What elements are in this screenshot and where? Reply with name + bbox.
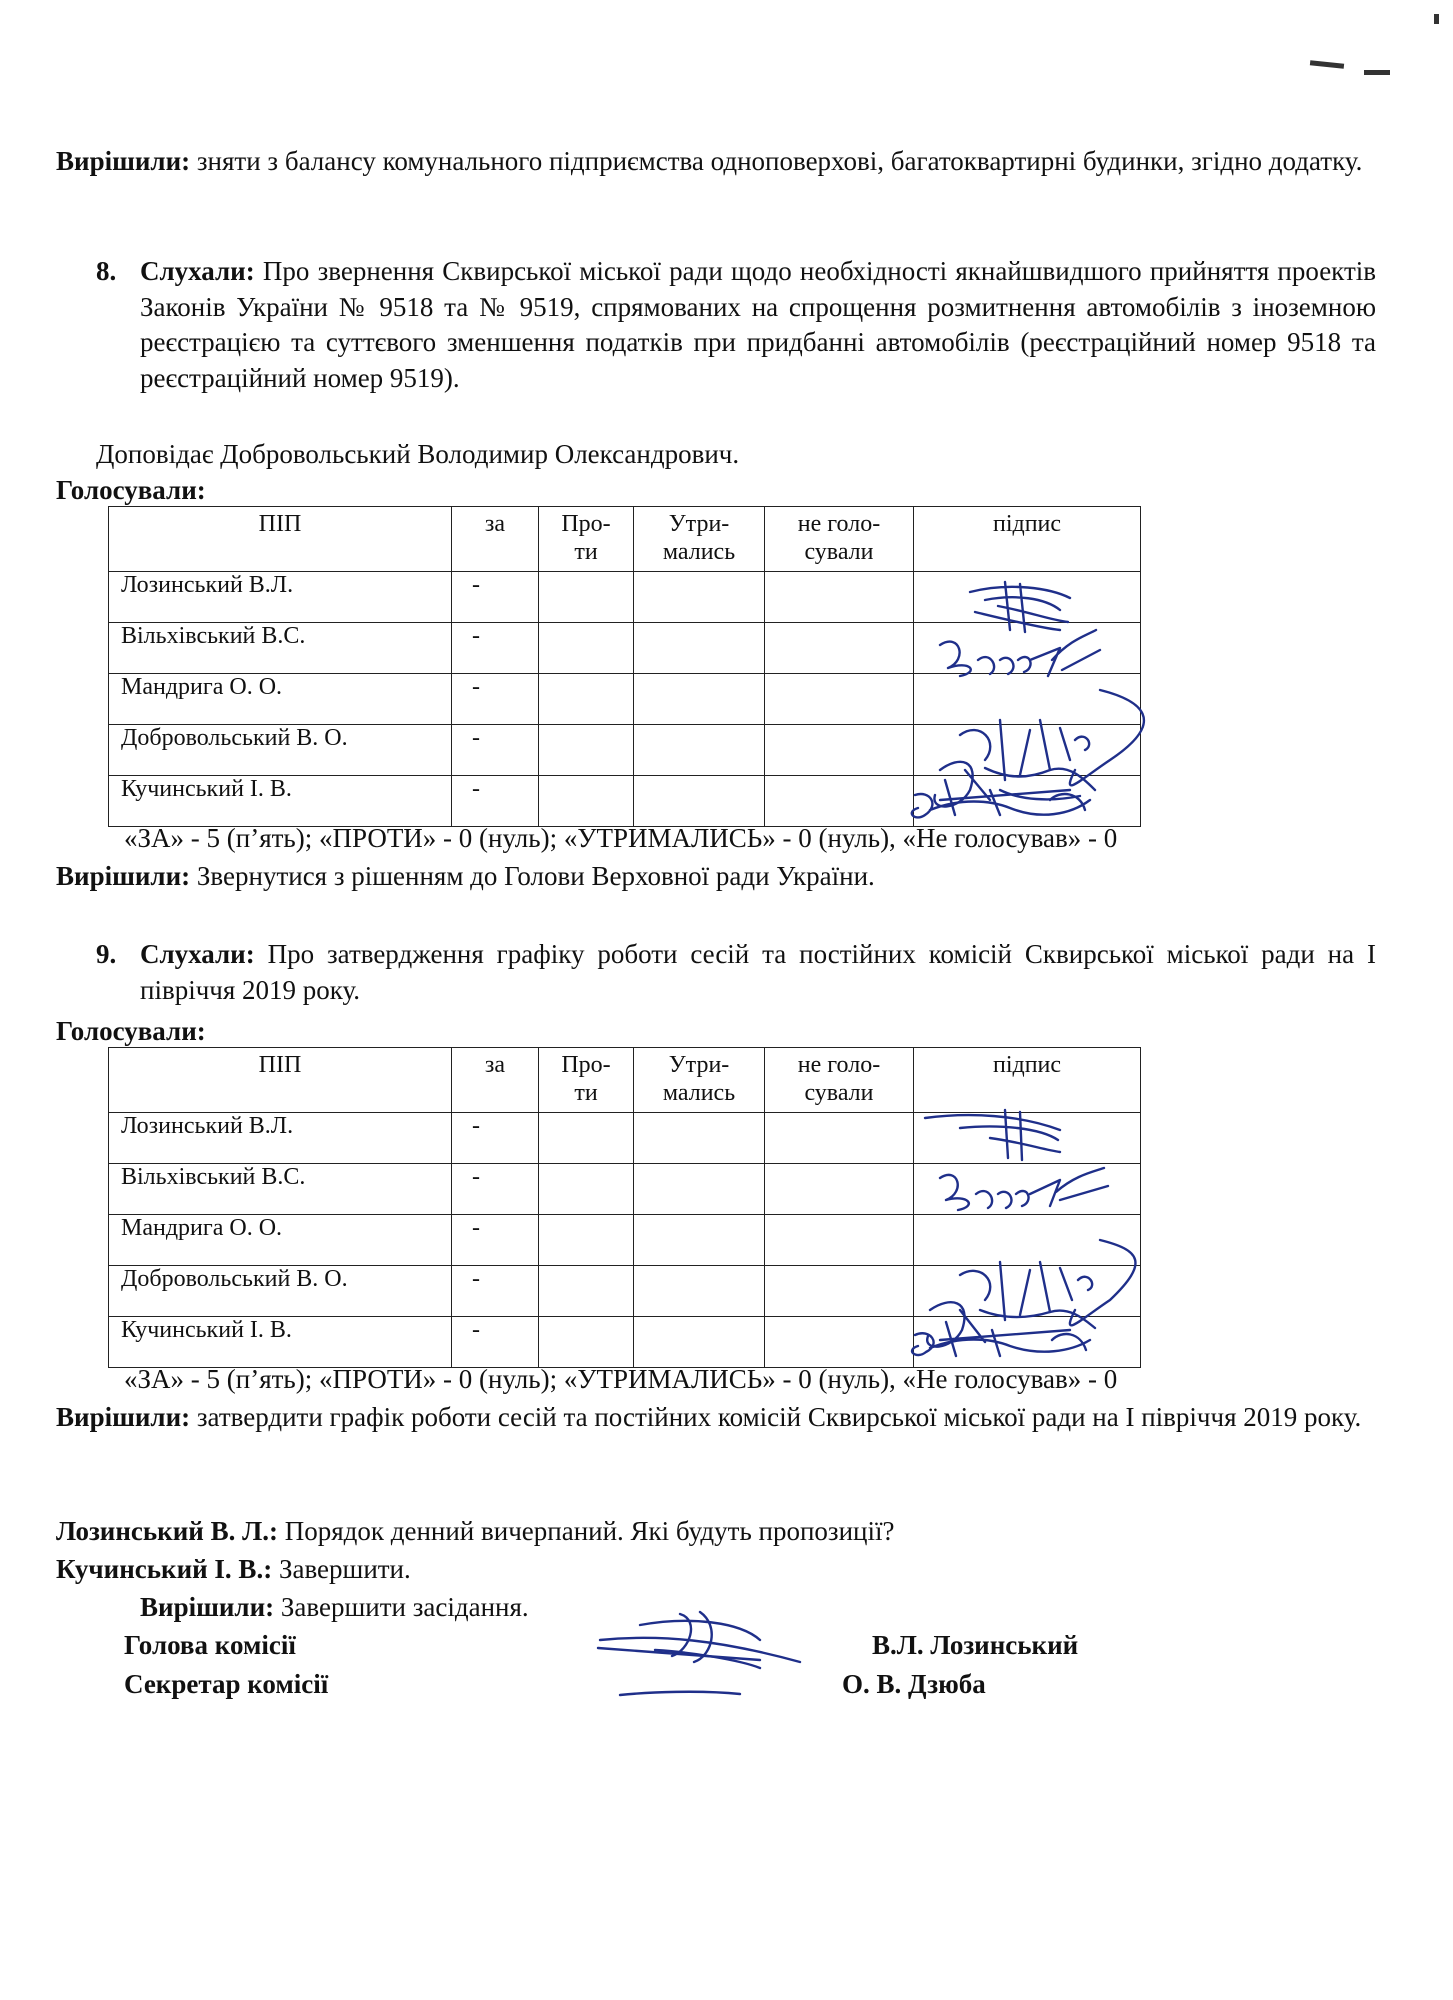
signature-cell: [914, 1113, 1141, 1164]
resolved-label: Вирішили:: [56, 1402, 191, 1432]
vote-za: -: [452, 725, 539, 776]
voted-label: Голосували:: [56, 475, 206, 505]
vote-za: -: [452, 1215, 539, 1266]
chair-title: Голова комісії: [124, 1630, 296, 1660]
table-row: [109, 1113, 1141, 1164]
member-name: Кучинський І. В.: [109, 776, 452, 827]
member-name: Добровольський В. О.: [109, 725, 452, 776]
vote-za: -: [452, 623, 539, 674]
signature-cell: [914, 572, 1141, 623]
resolved-text: зняти з балансу комунального підприємства одноповерхові, багатоквартирні будинки, згідно додатку.: [190, 146, 1363, 176]
signature-cell: [914, 1164, 1141, 1215]
resolved-text: затвердити графік роботи сесій та постійних комісій Сквирської міської ради на І півріччя 2019 року.: [190, 1402, 1362, 1432]
header-utrymalys: Утри- мались: [634, 507, 765, 572]
header-pip: ПІП: [109, 507, 452, 572]
member-name: Лозинський В.Л.: [109, 572, 452, 623]
item-number: 9.: [96, 939, 117, 969]
agenda-item-9: [96, 937, 1376, 1008]
vote-za: -: [452, 1266, 539, 1317]
table-row: [109, 572, 1141, 623]
signature-cell: [914, 725, 1141, 776]
resolved-item-8: [56, 859, 1376, 895]
resolved-label: Вирішили:: [140, 1592, 275, 1622]
header-pip: ПІП: [109, 1048, 452, 1113]
item-text: [140, 254, 1376, 397]
table-row: [109, 623, 1141, 674]
table-row: [109, 776, 1141, 827]
vote-za: -: [452, 674, 539, 725]
table-header-row: [109, 507, 1141, 572]
member-name: Мандрига О. О.: [109, 674, 452, 725]
speaker-name: Кучинський І. В.:: [56, 1554, 273, 1584]
vote-result: «ЗА» - 5 (п’ять); «ПРОТИ» - 0 (нуль); «УТРИМАЛИСЬ» - 0 (нуль), «Не голосував» - 0: [124, 823, 1118, 853]
vote-za: -: [452, 1164, 539, 1215]
closing-speaker-2: [56, 1552, 411, 1588]
chair-name: В.Л. Лозинський: [872, 1630, 1079, 1660]
closing-resolved: [140, 1590, 529, 1626]
header-proty: Про- ти: [539, 1048, 634, 1113]
table-row: [109, 1317, 1141, 1368]
resolved-label: Вирішили:: [56, 861, 191, 891]
member-name: Вільхівський В.С.: [109, 623, 452, 674]
signature-cell: [914, 776, 1141, 827]
header-ne-holosuvaly: не голо- сували: [765, 1048, 914, 1113]
closing-speaker-1: [56, 1514, 895, 1550]
heard-label: Слухали:: [140, 256, 255, 286]
scan-mark: [1310, 60, 1344, 69]
resolved-text: Завершити засідання.: [274, 1592, 529, 1622]
heard-text: Про затвердження графіку роботи сесій та постійних комісій Сквирської міської ради на І півріччя 2019 року.: [140, 939, 1376, 1005]
resolved-item-9: [56, 1400, 1376, 1436]
table-row: [109, 1215, 1141, 1266]
vote-za: -: [452, 1317, 539, 1368]
member-name: Кучинський І. В.: [109, 1317, 452, 1368]
header-za: за: [452, 1048, 539, 1113]
scan-mark: [1364, 70, 1390, 75]
signature-chair: [598, 1612, 800, 1668]
secretary-title: Секретар комісії: [124, 1669, 329, 1699]
table-row: [109, 1164, 1141, 1215]
vote-table-item-8: [108, 506, 1141, 827]
item-text: [140, 937, 1376, 1008]
signature-cell: [914, 1317, 1141, 1368]
item-number: 8.: [96, 256, 117, 286]
header-pidpys: підпис: [914, 507, 1141, 572]
table-row: [109, 1266, 1141, 1317]
secretary-name: О. В. Дзюба: [842, 1669, 986, 1699]
agenda-item-8: [96, 254, 1376, 397]
signature-cell: [914, 623, 1141, 674]
table-row: [109, 725, 1141, 776]
speaker-text: Порядок денний вичерпаний. Які будуть пропозиції?: [277, 1516, 895, 1546]
scan-mark: [1434, 14, 1439, 24]
vote-za: -: [452, 1113, 539, 1164]
signature-cell: [914, 674, 1141, 725]
heard-label: Слухали:: [140, 939, 255, 969]
table-row: [109, 674, 1141, 725]
resolved-text: Звернутися з рішенням до Голови Верховної ради України.: [190, 861, 875, 891]
vote-za: -: [452, 776, 539, 827]
header-pidpys: підпис: [914, 1048, 1141, 1113]
header-za: за: [452, 507, 539, 572]
member-name: Вільхівський В.С.: [109, 1164, 452, 1215]
reporter-line: Доповідає Добровольський Володимир Олександрович.: [96, 439, 740, 469]
speaker-text: Завершити.: [272, 1554, 411, 1584]
table-header-row: [109, 1048, 1141, 1113]
resolved-label: Вирішили:: [56, 146, 191, 176]
vote-result: «ЗА» - 5 (п’ять); «ПРОТИ» - 0 (нуль); «УТРИМАЛИСЬ» - 0 (нуль), «Не голосував» - 0: [124, 1364, 1118, 1394]
vote-table-item-9: [108, 1047, 1141, 1368]
heard-text: Про звернення Сквирської міської ради щодо необхідності якнайшвидшого прийняття проектів Законів України № 9518 та № 9519, спрямованих на спрощення розмитнення автомобілів з іноземною реєстрацією та суттєвого зменшення податків при придбанні автомобілів (реєстраційний номер 9518 та реєстраційний номер 9519).: [140, 256, 1376, 393]
speaker-name: Лозинський В. Л.:: [56, 1516, 278, 1546]
resolved-prev: [56, 144, 1376, 180]
signature-cell: [914, 1215, 1141, 1266]
header-utrymalys: Утри- мались: [634, 1048, 765, 1113]
member-name: Добровольський В. О.: [109, 1266, 452, 1317]
header-ne-holosuvaly: не голо- сували: [765, 507, 914, 572]
member-name: Мандрига О. О.: [109, 1215, 452, 1266]
member-name: Лозинський В.Л.: [109, 1113, 452, 1164]
vote-za: -: [452, 572, 539, 623]
voted-label: Голосували:: [56, 1016, 206, 1046]
signature-secretary: [620, 1692, 740, 1695]
header-proty: Про- ти: [539, 507, 634, 572]
signature-cell: [914, 1266, 1141, 1317]
